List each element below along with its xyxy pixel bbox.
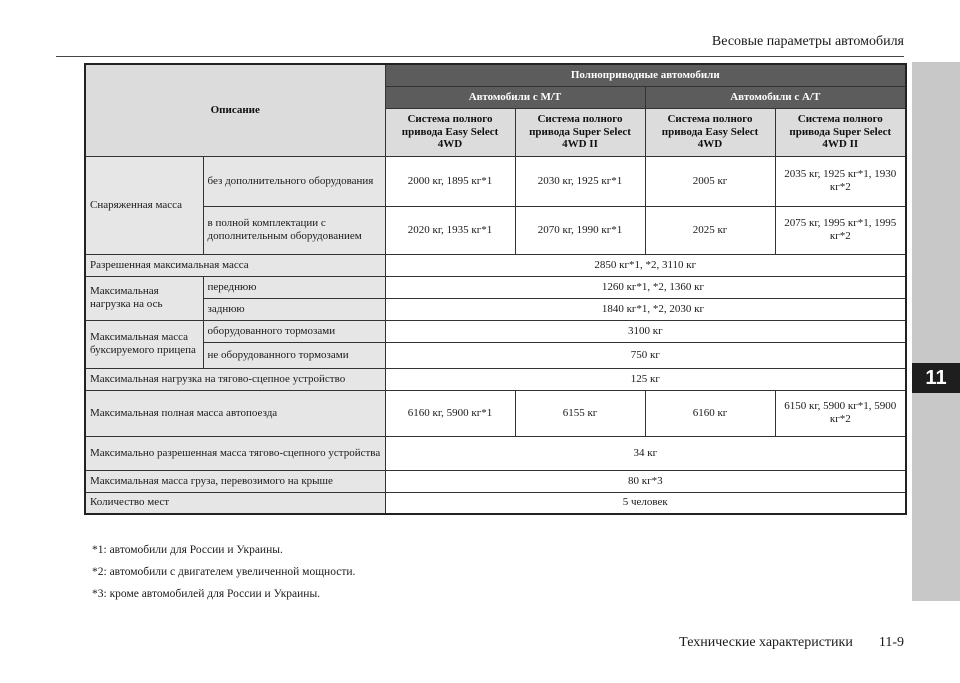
curb-base-easy-at: 2005 кг: [645, 156, 775, 206]
tow-unbraked-label: не оборудованного тормозами: [203, 342, 385, 368]
curb-full-super-mt: 2070 кг, 1990 кг*1: [515, 206, 645, 254]
curb-full-easy-mt: 2020 кг, 1935 кг*1: [385, 206, 515, 254]
curb-full-super-at: 2075 кг, 1995 кг*1, 1995 кг*2: [775, 206, 906, 254]
curb-full-label: в полной комплектации с дополнительным оборудованием: [203, 206, 385, 254]
curb-base-easy-mt: 2000 кг, 1895 кг*1: [385, 156, 515, 206]
hitch-load-label: Максимальная нагрузка на тягово-сцепное устройство: [85, 368, 385, 390]
curb-weight-label: Снаряженная масса: [85, 156, 203, 254]
tow-unbraked-value: 750 кг: [385, 342, 906, 368]
gvw-value: 2850 кг*1, *2, 3110 кг: [385, 254, 906, 276]
curb-base-super-at: 2035 кг, 1925 кг*1, 1930 кг*2: [775, 156, 906, 206]
page-header-title: Весовые параметры автомобиля: [711, 34, 904, 49]
gcw-easy-mt: 6160 кг, 5900 кг*1: [385, 390, 515, 436]
page-number: 11-9: [878, 635, 904, 650]
coupling-mass-label: Максимально разрешенная масса тягово-сцепного устройства: [85, 436, 385, 470]
roof-load-value: 80 кг*3: [385, 470, 906, 492]
hitch-load-value: 125 кг: [385, 368, 906, 390]
footnotes: [92, 544, 355, 610]
footnote-2: *2: автомобили с двигателем увеличенной мощности.: [92, 566, 356, 578]
description-header: Описание: [85, 64, 385, 156]
footnote-3: *3: кроме автомобилей для России и Украины.: [92, 588, 321, 600]
gcw-easy-at: 6160 кг: [645, 390, 775, 436]
seats-label: Количество мест: [85, 492, 385, 514]
axle-load-label: Максимальная нагрузка на ось: [85, 276, 203, 320]
weight-specs-table: [84, 63, 907, 515]
sys-easy-at-header: Система полного привода Easy Select 4WD: [645, 108, 775, 156]
tow-braked-value: 3100 кг: [385, 320, 906, 342]
gcw-label: Максимальная полная масса автопоезда: [85, 390, 385, 436]
sys-super-mt-header: Система полного привода Super Select 4WD II: [515, 108, 645, 156]
sys-super-at-header: Система полного привода Super Select 4WD II: [775, 108, 906, 156]
footer-section-title: Технические характеристики: [679, 635, 853, 650]
curb-base-super-mt: 2030 кг, 1925 кг*1: [515, 156, 645, 206]
curb-base-label: без дополнительного оборудования: [203, 156, 385, 206]
gcw-super-at: 6150 кг, 5900 кг*1, 5900 кг*2: [775, 390, 906, 436]
gvw-label: Разрешенная максимальная масса: [85, 254, 385, 276]
axle-front-label: переднюю: [203, 276, 385, 298]
axle-rear-label: заднюю: [203, 298, 385, 320]
roof-load-label: Максимальная масса груза, перевозимого на крыше: [85, 470, 385, 492]
chapter-number-tab: 11: [912, 363, 960, 393]
tow-mass-label: Максимальная масса буксируемого прицепа: [85, 320, 203, 368]
coupling-mass-value: 34 кг: [385, 436, 906, 470]
axle-front-value: 1260 кг*1, *2, 1360 кг: [385, 276, 906, 298]
footnote-1: *1: автомобили для России и Украины.: [92, 544, 283, 556]
tow-braked-label: оборудованного тормозами: [203, 320, 385, 342]
gcw-super-mt: 6155 кг: [515, 390, 645, 436]
axle-rear-value: 1840 кг*1, *2, 2030 кг: [385, 298, 906, 320]
page-footer: [653, 635, 904, 651]
sys-easy-mt-header: Система полного привода Easy Select 4WD: [385, 108, 515, 156]
at-header: Автомобили с А/Т: [645, 86, 906, 108]
mt-header: Автомобили с М/Т: [385, 86, 645, 108]
header-divider: [56, 56, 904, 57]
awd-header: Полноприводные автомобили: [385, 64, 906, 86]
curb-full-easy-at: 2025 кг: [645, 206, 775, 254]
seats-value: 5 человек: [385, 492, 906, 514]
chapter-side-tab: [912, 62, 960, 601]
